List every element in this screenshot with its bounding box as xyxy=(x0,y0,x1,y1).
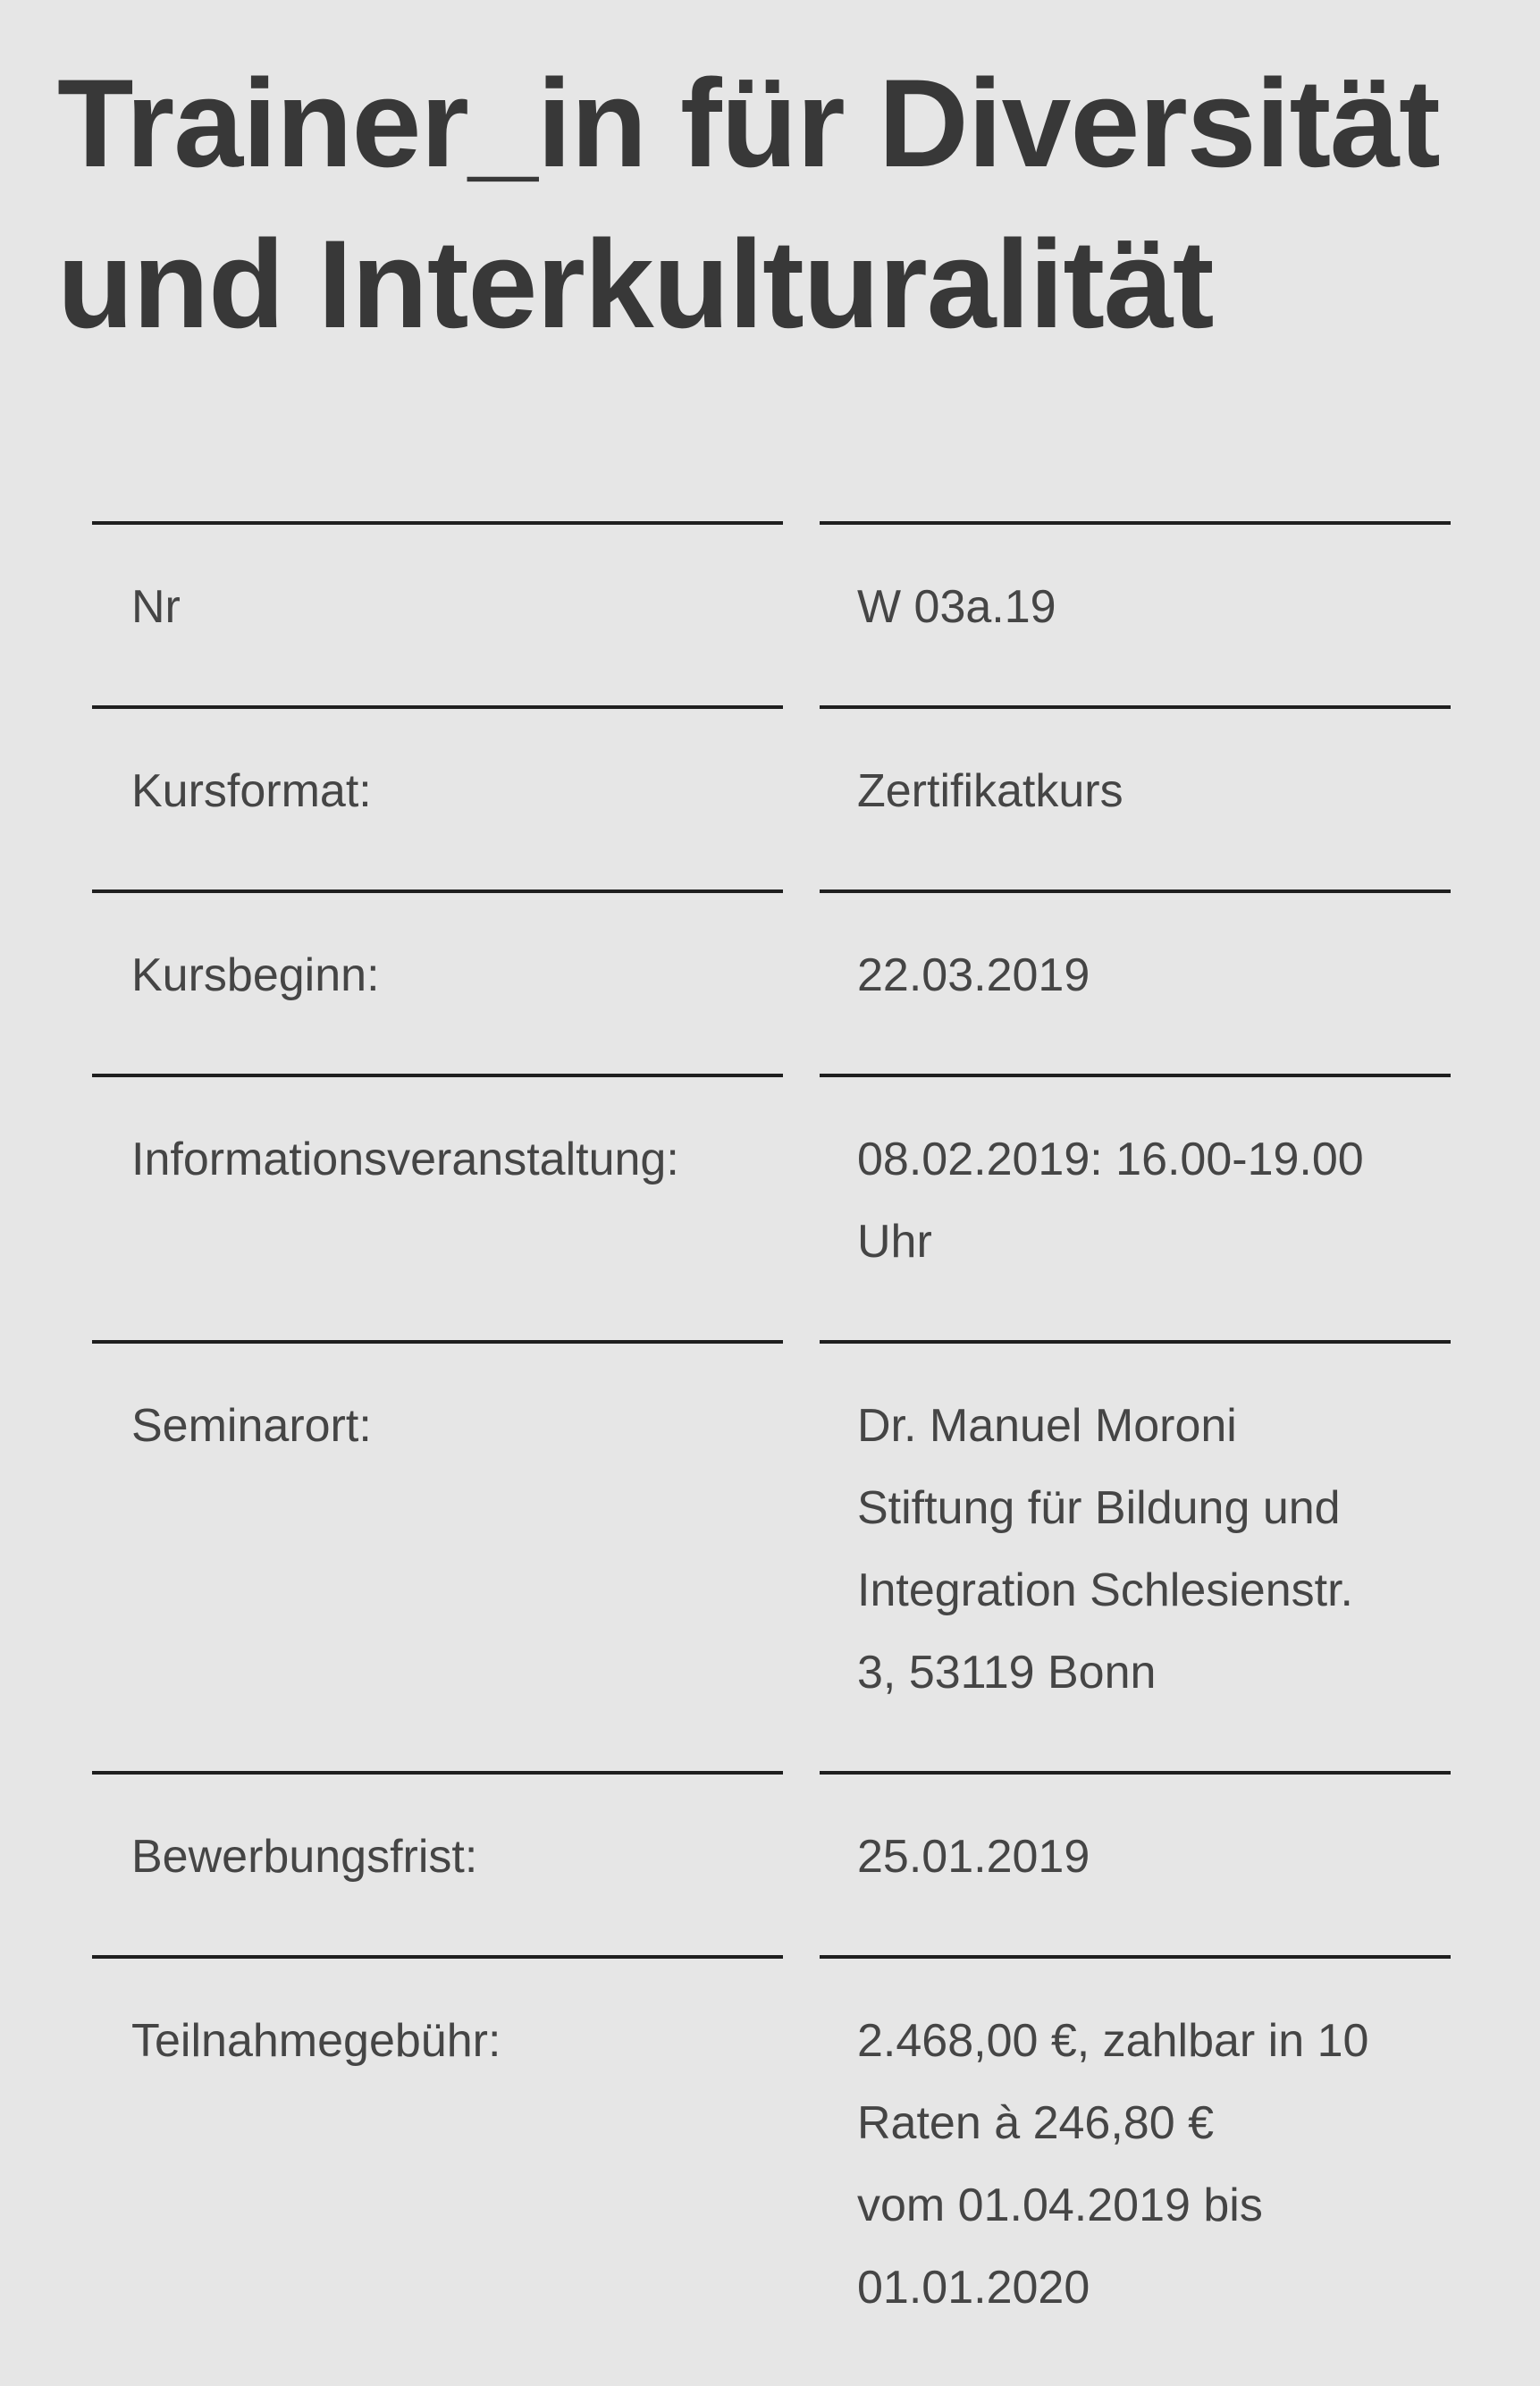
details-value-line: 22.03.2019 xyxy=(857,949,1090,1001)
details-value xyxy=(820,521,1451,705)
details-value-line: 3, 53119 Bonn xyxy=(857,1647,1157,1699)
details-label: Seminarort: xyxy=(92,1340,783,1771)
details-row-kursbeginn xyxy=(92,889,1451,1074)
details-value xyxy=(820,705,1451,889)
details-row-bewerbungsfrist xyxy=(92,1771,1451,1955)
details-label: Teilnahmegebühr: xyxy=(92,1955,783,2386)
details-label: Kursformat: xyxy=(92,705,783,889)
details-value-line: Uhr xyxy=(857,1216,932,1268)
details-row-seminarort xyxy=(92,1340,1451,1771)
page-title xyxy=(57,43,1487,365)
details-row-nr xyxy=(92,521,1451,705)
details-value-line: Integration Schlesienstr. xyxy=(857,1564,1353,1616)
details-value-line: Raten à 246,80 € xyxy=(857,2097,1214,2149)
details-value-line: 08.02.2019: 16.00-19.00 xyxy=(857,1134,1364,1185)
details-value-line: W 03a.19 xyxy=(857,581,1056,633)
details-row-kursformat xyxy=(92,705,1451,889)
details-value xyxy=(820,1771,1451,1955)
details-value xyxy=(820,1074,1451,1340)
details-value-line: 2.468,00 €, zahlbar in 10 xyxy=(857,2015,1369,2067)
details-label: Nr xyxy=(92,521,783,705)
details-label: Bewerbungsfrist: xyxy=(92,1771,783,1955)
details-row-teilnahmegebuehr xyxy=(92,1955,1451,2386)
details-value-line: 25.01.2019 xyxy=(857,1831,1090,1883)
page-title-line-1: Trainer_in für Diversität xyxy=(57,53,1440,193)
details-value-line: Zertifikatkurs xyxy=(857,765,1123,817)
details-value xyxy=(820,889,1451,1074)
details-row-informationsveranstaltung xyxy=(92,1074,1451,1340)
details-value-line: Dr. Manuel Moroni xyxy=(857,1400,1237,1452)
details-label: Informationsveranstaltung: xyxy=(92,1074,783,1340)
details-label: Kursbeginn: xyxy=(92,889,783,1074)
details-value-line: 01.01.2020 xyxy=(857,2262,1090,2314)
course-details-table xyxy=(92,521,1451,2386)
details-value-line: Stiftung für Bildung und xyxy=(857,1482,1341,1534)
details-value xyxy=(820,1340,1451,1771)
details-value xyxy=(820,1955,1451,2386)
page-title-line-2: und Interkulturalität xyxy=(57,214,1214,354)
details-value-line: vom 01.04.2019 bis xyxy=(857,2179,1263,2231)
